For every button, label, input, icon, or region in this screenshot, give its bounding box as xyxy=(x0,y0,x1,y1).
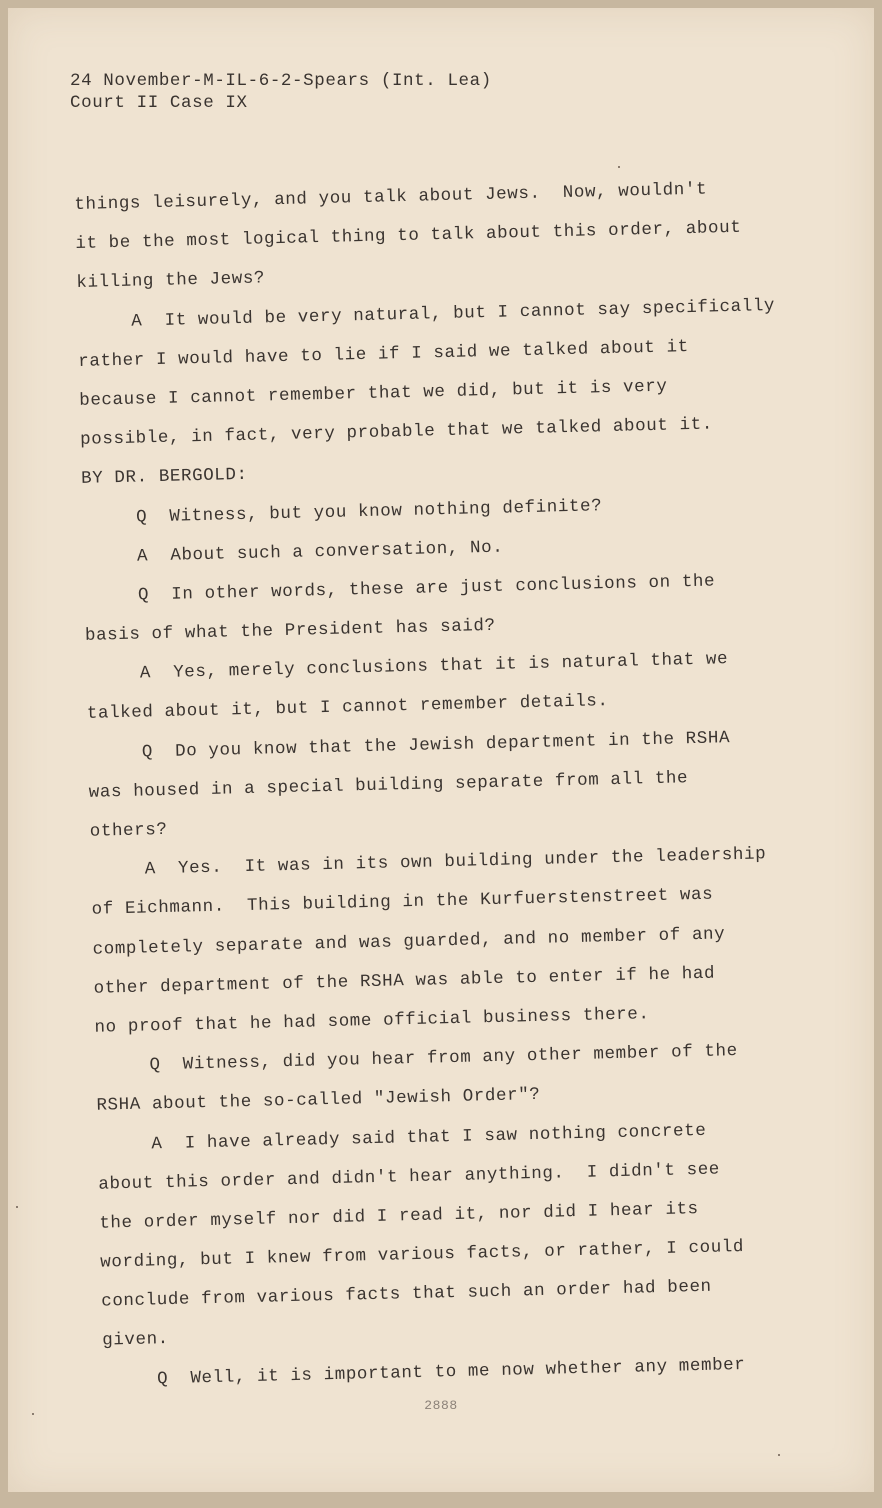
answer-line: A I have already said that I saw nothing concrete xyxy=(151,1120,707,1154)
answer-line: A Yes. It was in its own building under the leadership xyxy=(144,844,767,880)
transcript-line: the order myself nor did I read it, nor did I hear its xyxy=(99,1198,699,1234)
transcript-line: killing the Jews? xyxy=(76,268,266,294)
answer-line: A Yes, merely conclusions that it is natural that we xyxy=(139,649,729,684)
transcript-line: rather I would have to lie if I said we talked about it xyxy=(78,336,689,372)
transcript-line: possible, in fact, very probable that we talked about it. xyxy=(79,414,714,451)
paper-speck xyxy=(778,1454,780,1456)
transcript-line: given. xyxy=(101,1329,170,1352)
paper-speck xyxy=(16,1206,18,1208)
header-court-line: Court II Case IX xyxy=(70,93,248,113)
answer-line: A About such a conversation, No. xyxy=(136,537,504,567)
transcript-line: about this order and didn't hear anything. I didn't see xyxy=(98,1159,721,1195)
question-line: Q Witness, did you hear from any other member of the xyxy=(149,1041,738,1076)
transcript-line: was housed in a special building separate from all the xyxy=(88,767,689,803)
document-header xyxy=(70,70,492,114)
transcript-line: talked about it, but I cannot remember details. xyxy=(86,691,609,725)
transcript-line: things leisurely, and you talk about Jews. Now, wouldn't xyxy=(74,179,708,215)
transcript-line: RSHA about the so-called "Jewish Order"? xyxy=(96,1085,541,1117)
transcript-line: basis of what the President has said? xyxy=(84,615,496,646)
transcript-line: wording, but I knew from various facts, or rather, I could xyxy=(100,1237,745,1273)
transcript-body xyxy=(74,168,833,1400)
transcript-line: because I cannot remember that we did, but it is very xyxy=(79,376,668,411)
paper-speck xyxy=(32,1413,34,1415)
header-session-line: 24 November-M-IL-6-2-Spears (Int. Lea) xyxy=(70,71,492,91)
transcript-line: no proof that he had some official business there. xyxy=(94,1004,650,1038)
transcript-line: of Eichmann. This building in the Kurfuerstenstreet was xyxy=(91,884,714,921)
examiner-heading: BY DR. BERGOLD: xyxy=(80,465,248,490)
question-line: Q In other words, these are just conclusions on the xyxy=(137,571,716,606)
transcript-line: other department of the RSHA was able to enter if he had xyxy=(93,963,716,999)
document-page xyxy=(8,8,874,1492)
transcript-line: it be the most logical thing to talk about this order, about xyxy=(75,217,742,255)
question-line: Q Witness, but you know nothing definite? xyxy=(135,495,603,528)
paper-speck xyxy=(618,166,620,168)
question-line: Q Do you know that the Jewish department in the RSHA xyxy=(141,727,731,763)
question-line: Q Well, it is important to me now whether any member xyxy=(156,1354,746,1389)
transcript-line: completely separate and was guarded, and no member of any xyxy=(92,923,726,960)
transcript-line: conclude from various facts that such an order had been xyxy=(101,1277,712,1312)
page-number: 2888 xyxy=(424,1398,458,1413)
answer-line: A It would be very natural, but I cannot say specifically xyxy=(131,295,776,332)
transcript-line: others? xyxy=(89,819,168,842)
